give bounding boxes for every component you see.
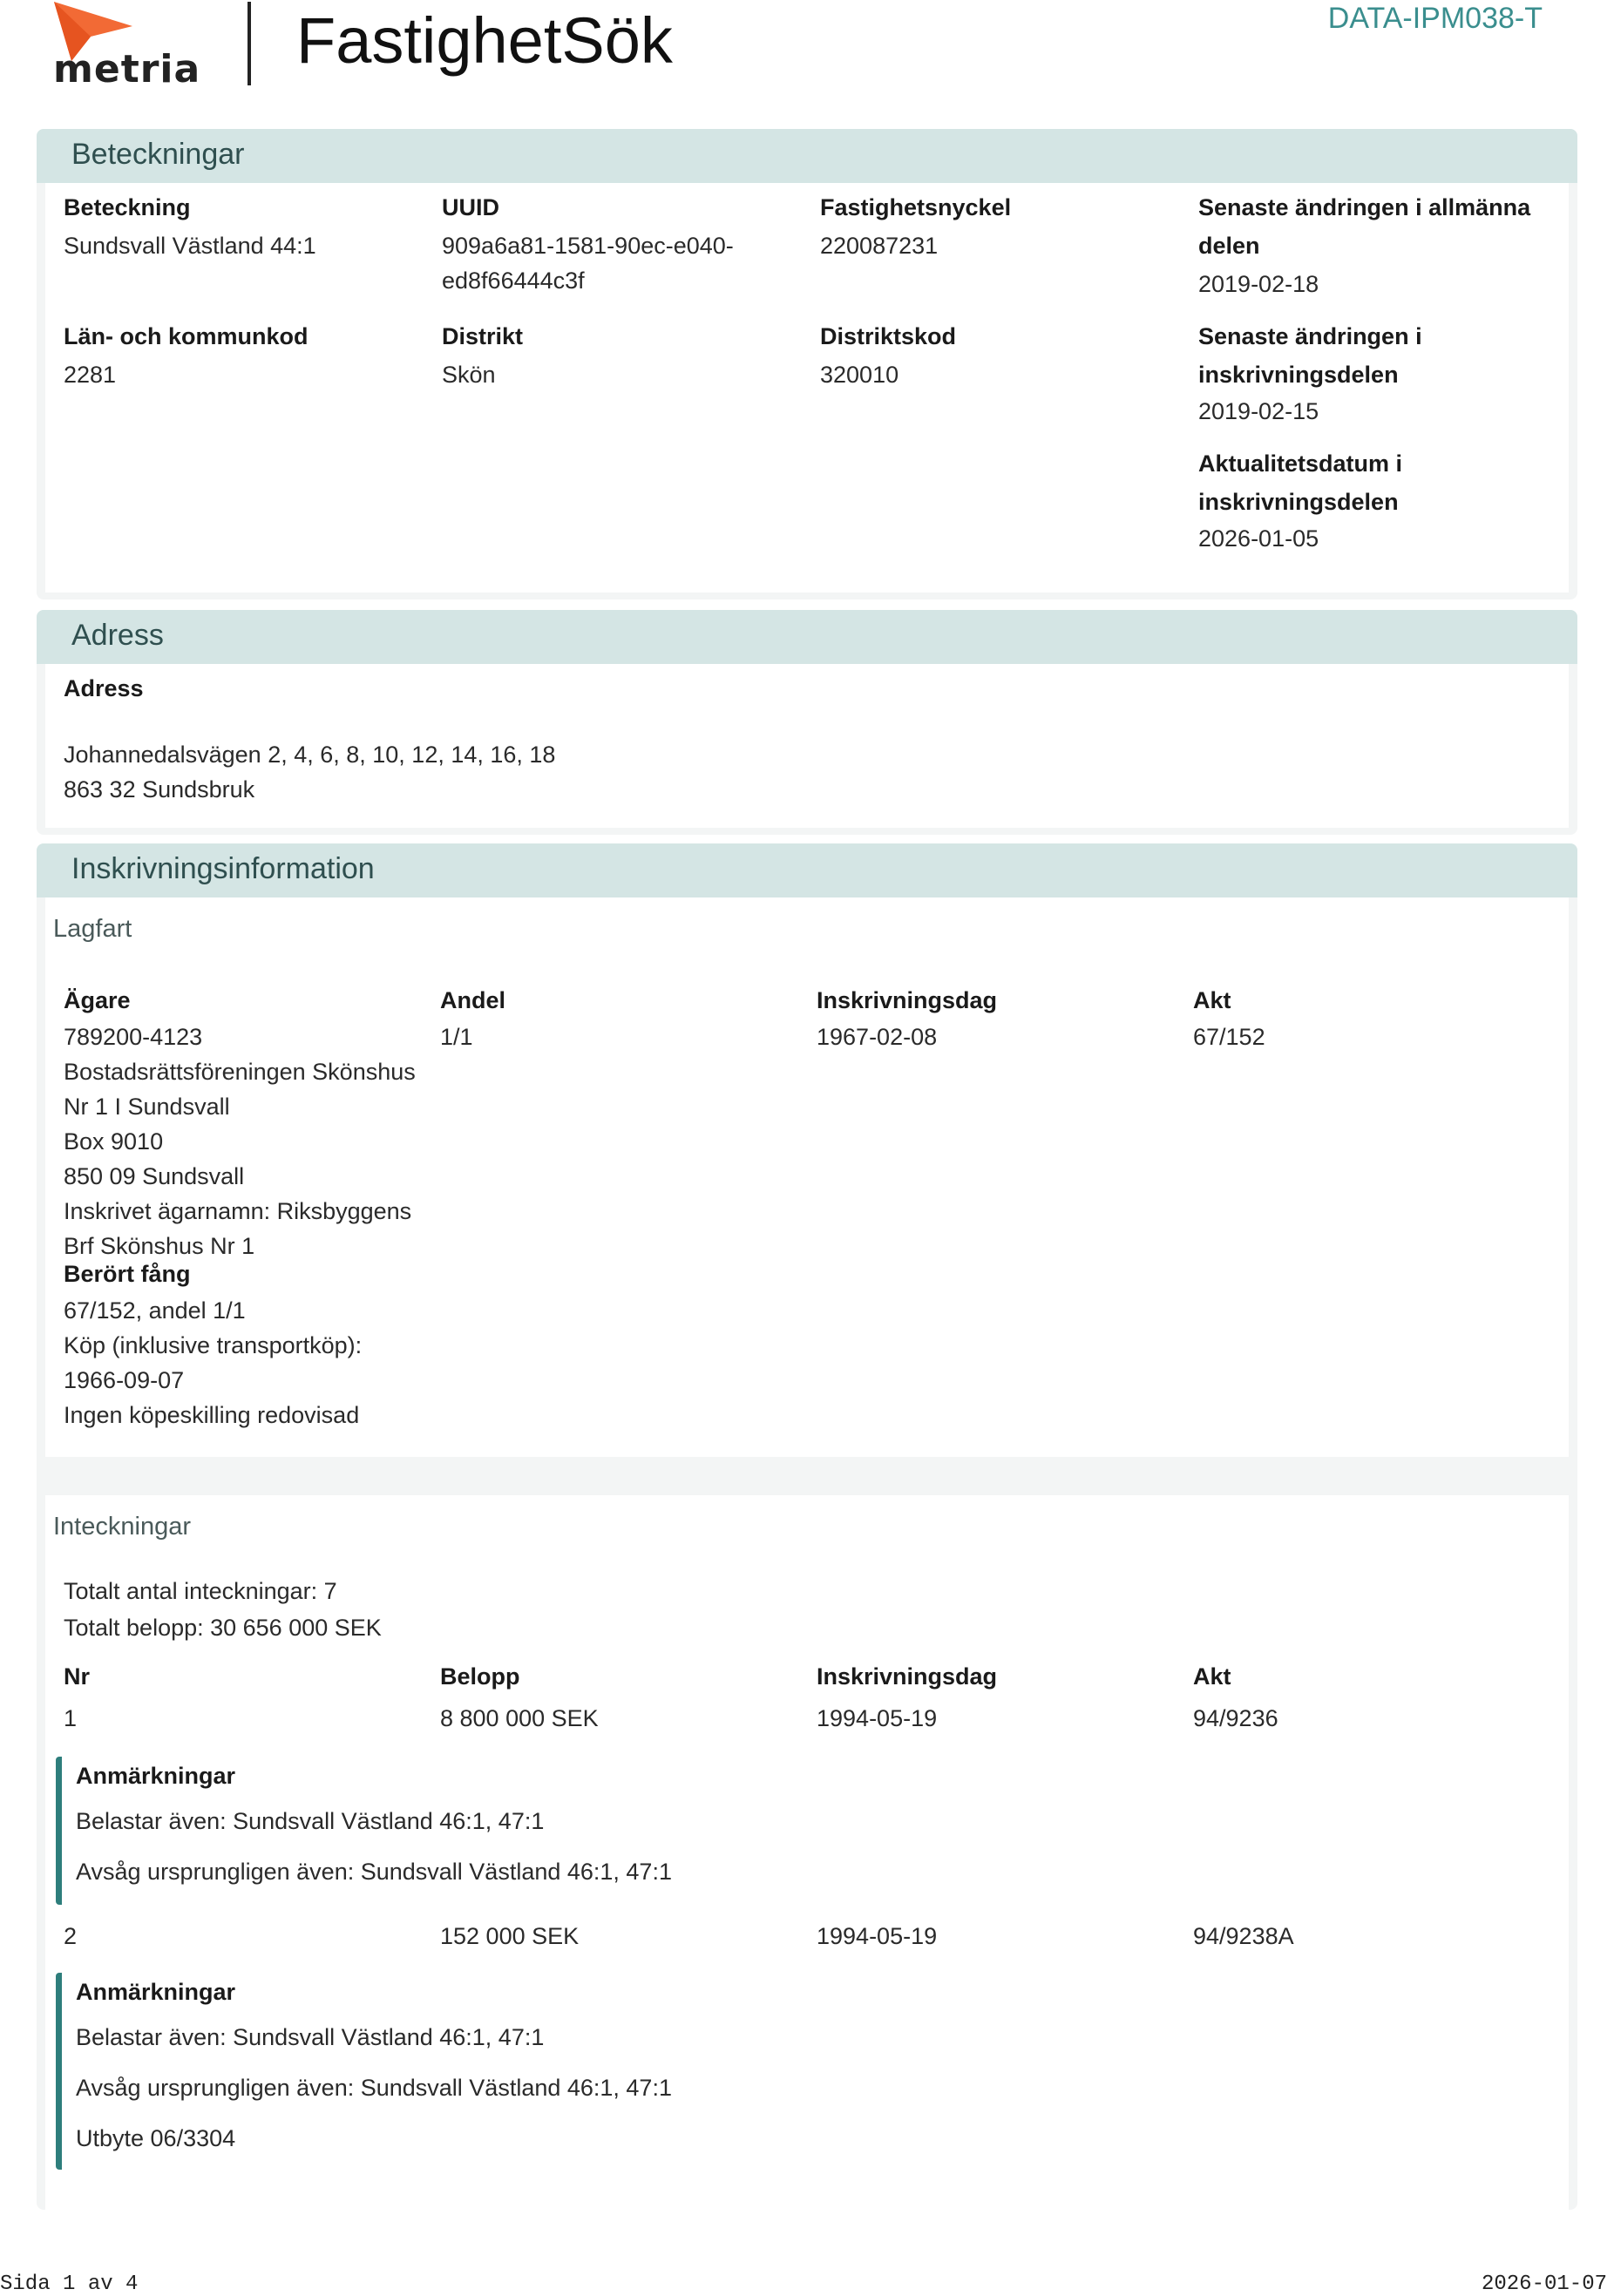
field-label: Distrikt [442,323,524,349]
field-label: Senaste ändringen i allmänna delen [1198,194,1531,259]
field-value: Skön [442,362,496,388]
section-header [37,610,1577,664]
page-header [0,0,1614,96]
andel-value: 1/1 [440,1024,473,1050]
logo-text: metria [53,47,201,91]
section-title: Inskrivningsinformation [71,852,375,885]
field-label: Beteckning [64,194,191,220]
field-label: Senaste ändringen i inskrivningsdelen [1198,323,1422,388]
column-header: Nr [64,1663,91,1690]
table-row-belopp: 152 000 SEK [440,1923,580,1949]
remarks-block [56,1973,1456,2170]
field-value: 909a6a81-1581-90ec-e040- ed8f66444c3f [442,233,734,294]
field-value: 2026-01-05 [1198,525,1319,552]
inteckningar-block [45,1495,1569,2210]
table-row-akt: 94/9236 [1193,1705,1278,1731]
remark-line: Belastar även: Sundsvall Västland 46:1, 47:1 [76,1808,545,1834]
field-label: Aktualitetsdatum i inskrivningsdelen [1198,450,1403,515]
field-value: 2019-02-15 [1198,398,1319,424]
section-body [45,664,1569,828]
table-row-belopp: 8 800 000 SEK [440,1705,599,1731]
document-code: DATA-IPM038-T [1327,2,1543,35]
field-label: Fastighetsnyckel [820,194,1012,220]
column-header: Andel [440,987,506,1013]
remark-line: Avsåg ursprungligen även: Sundsvall Västland 46:1, 47:1 [76,1859,672,1885]
table-row-dag: 1994-05-19 [817,1705,938,1731]
field-label: Distriktskod [820,323,957,349]
akt-value: 67/152 [1193,1024,1265,1050]
column-header: Inskrivningsdag [817,987,998,1013]
section-adress [37,610,1577,835]
column-header: Belopp [440,1663,520,1690]
field-label: Län- och kommunkod [64,323,309,349]
table-row-dag: 1994-05-19 [817,1923,938,1949]
field-value: 2281 [64,362,117,388]
table-row-akt: 94/9238A [1193,1923,1294,1949]
remarks-label: Anmärkningar [76,1979,236,2005]
column-header: Ägare [64,987,131,1013]
page-number: Sida 1 av 4 [0,2272,139,2296]
berort-fang-value: 67/152, andel 1/1 Köp (inklusive transportköp): 1966-09-07 Ingen köpeskilling redovisad [64,1297,363,1428]
inskrivningsdag-value: 1967-02-08 [817,1024,938,1050]
table-row-nr: 1 [64,1705,78,1731]
field-label: Adress [64,675,144,701]
remark-line: Utbyte 06/3304 [76,2125,236,2151]
section-title: Adress [71,619,164,652]
total-amount: Totalt belopp: 30 656 000 SEK [64,1615,382,1641]
header-divider [248,2,251,85]
field-label: UUID [442,194,499,220]
berort-fang-label: Berört fång [64,1261,191,1287]
lagfart-block [45,897,1569,1457]
app-title: FastighetSök [296,4,673,77]
section-title: Beteckningar [71,138,245,171]
section-body [45,183,1569,593]
column-header: Inskrivningsdag [817,1663,998,1690]
field-value: Sundsvall Västland 44:1 [64,233,316,259]
section-beteckningar [37,129,1577,599]
field-value: 320010 [820,362,899,388]
field-value: 220087231 [820,233,939,259]
section-inskrivningsinformation [37,843,1577,2210]
print-date: 2026-01-07 [1481,2272,1607,2296]
lagfart-subtitle: Lagfart [53,915,132,943]
remark-line: Belastar även: Sundsvall Västland 46:1, 47:1 [76,2024,545,2050]
column-header: Akt [1193,1663,1231,1690]
owner-value: 789200-4123 Bostadsrättsföreningen Skönshus Nr 1 I Sundsvall Box 9010 850 09 Sundsvall Inskrivet ägarnamn: Riksbyggens Brf Skönshus Nr 1 [64,1024,416,1259]
section-header [37,129,1577,183]
remark-line: Avsåg ursprungligen även: Sundsvall Västland 46:1, 47:1 [76,2075,672,2101]
total-count: Totalt antal inteckningar: 7 [64,1578,337,1604]
column-header: Akt [1193,987,1231,1013]
remarks-label: Anmärkningar [76,1763,236,1789]
remarks-block [56,1757,1456,1905]
field-value: 2019-02-18 [1198,271,1319,297]
inteckningar-subtitle: Inteckningar [53,1513,191,1541]
address-value: Johannedalsvägen 2, 4, 6, 8, 10, 12, 14, 16, 18 863 32 Sundsbruk [64,742,556,803]
table-row-nr: 2 [64,1923,78,1949]
